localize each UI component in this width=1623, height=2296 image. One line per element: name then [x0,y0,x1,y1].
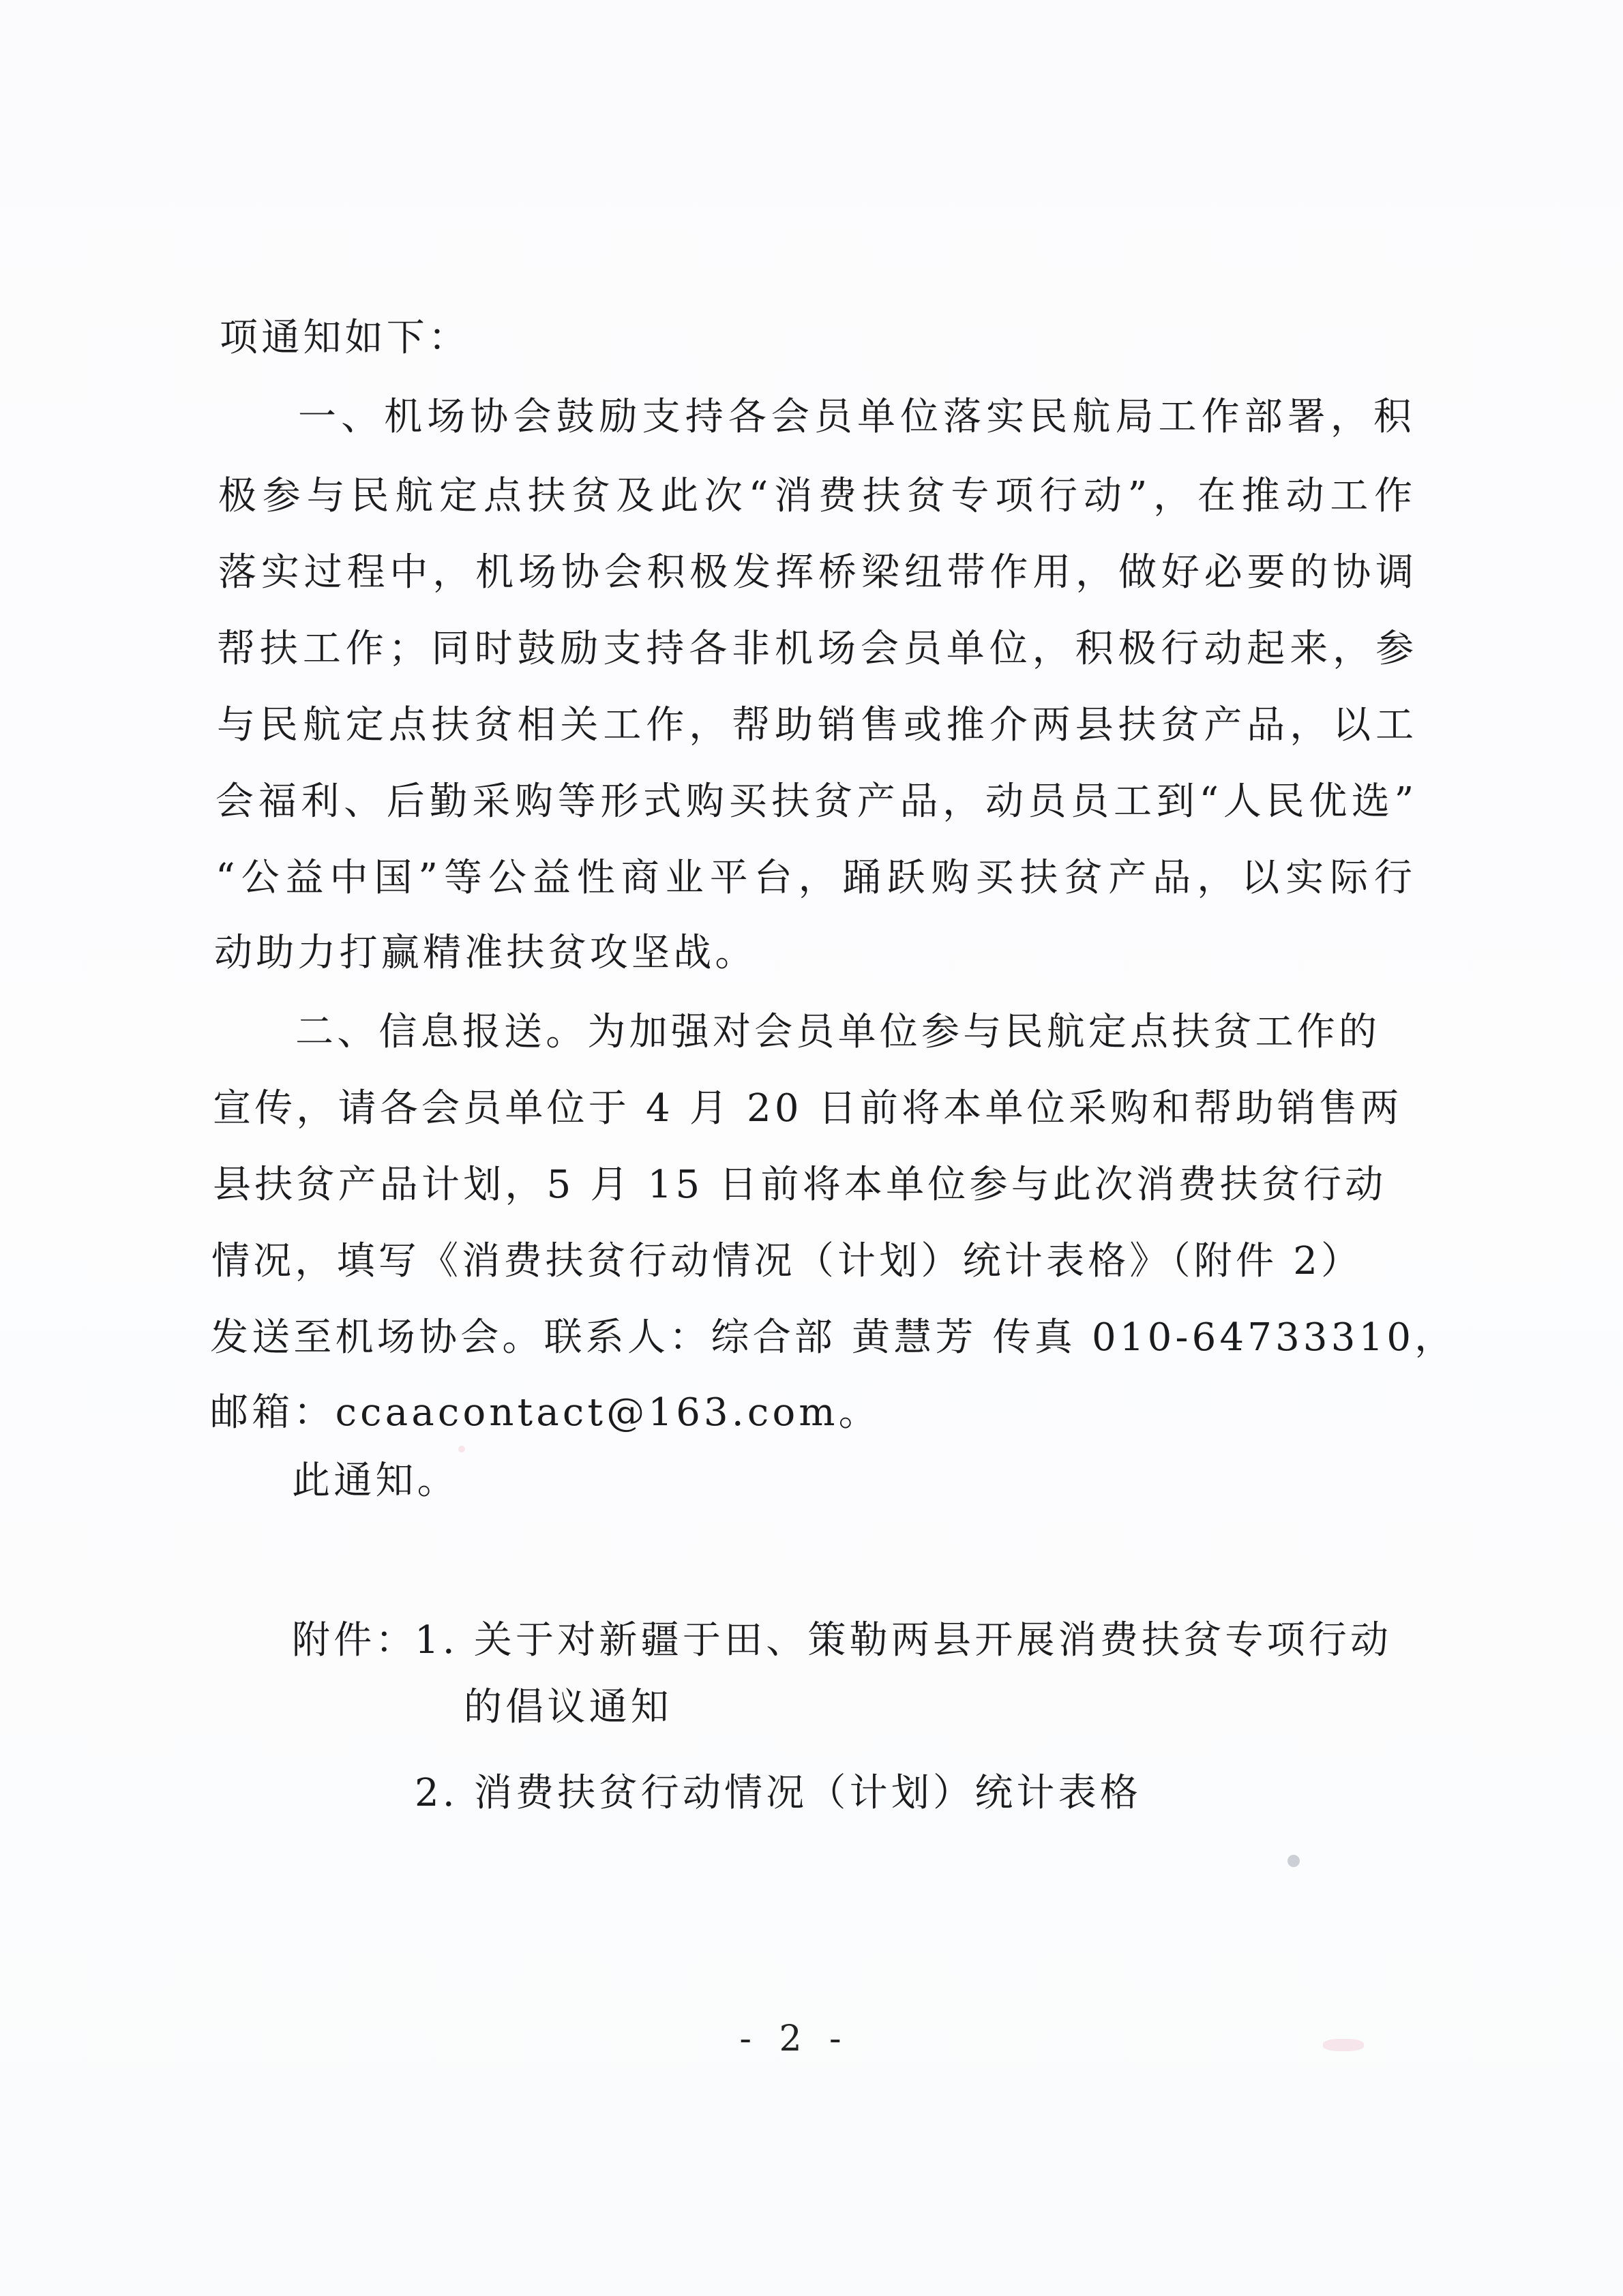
section-1-line-7: “公益中国”等公益性商业平台，踊跃购买扶贫产品，以实际行 [215,856,1418,900]
scan-speck [1287,1855,1300,1867]
section-1-line-1: 一、机场协会鼓励支持各会员单位落实民航局工作部署，积 [298,395,1416,439]
closing-line: 此通知。 [292,1459,459,1503]
scan-speck [1323,2039,1364,2051]
section-2-line-2: 宣传，请各会员单位于 4 月 20 日前将本单位采购和帮助销售两 [213,1086,1403,1131]
section-1-line-8: 动助力打赢精准扶贫攻坚战。 [214,931,757,975]
section-1-line-5: 与民航定点扶贫相关工作，帮助销售或推介两县扶贫产品，以工 [217,703,1418,747]
attachment-item-1-line-1: 1. 关于对新疆于田、策勒两县开展消费扶贫专项行动 [415,1618,1393,1663]
section-2-line-1: 二、信息报送。为加强对会员单位参与民航定点扶贫工作的 [295,1010,1381,1054]
scan-speck [458,1446,465,1452]
attachment-item-1-line-2: 的倡议通知 [464,1685,672,1729]
section-2-line-3: 县扶贫产品计划，5 月 15 日前将本单位参与此次消费扶贫行动 [213,1163,1387,1207]
section-1-line-4: 帮扶工作；同时鼓励支持各非机场会员单位，积极行动起来，参 [217,627,1418,671]
section-1-line-3: 落实过程中，机场协会积极发挥桥梁纽带作用，做好必要的协调 [218,550,1418,595]
section-2-line-4: 情况，填写《消费扶贫行动情况（计划）统计表格》（附件 2） [211,1239,1363,1283]
attachment-item-2: 2. 消费扶贫行动情况（计划）统计表格 [415,1771,1142,1815]
section-2-line-5: 发送至机场协会。联系人：综合部 黄慧芳 传真 010-64733310， [210,1315,1457,1360]
page-number: - 2 - [739,2018,850,2059]
section-2-line-6: 邮箱：ccaacontact@163.com。 [210,1390,880,1435]
attachments-label: 附件： [292,1618,417,1663]
section-1-line-2: 极参与民航定点扶贫及此次“消费扶贫专项行动”，在推动工作 [218,474,1418,518]
section-1-line-6: 会福利、后勤采购等形式购买扶贫产品，动员员工到“人民优选” [215,779,1418,824]
continuation-line: 项通知如下： [220,316,471,360]
